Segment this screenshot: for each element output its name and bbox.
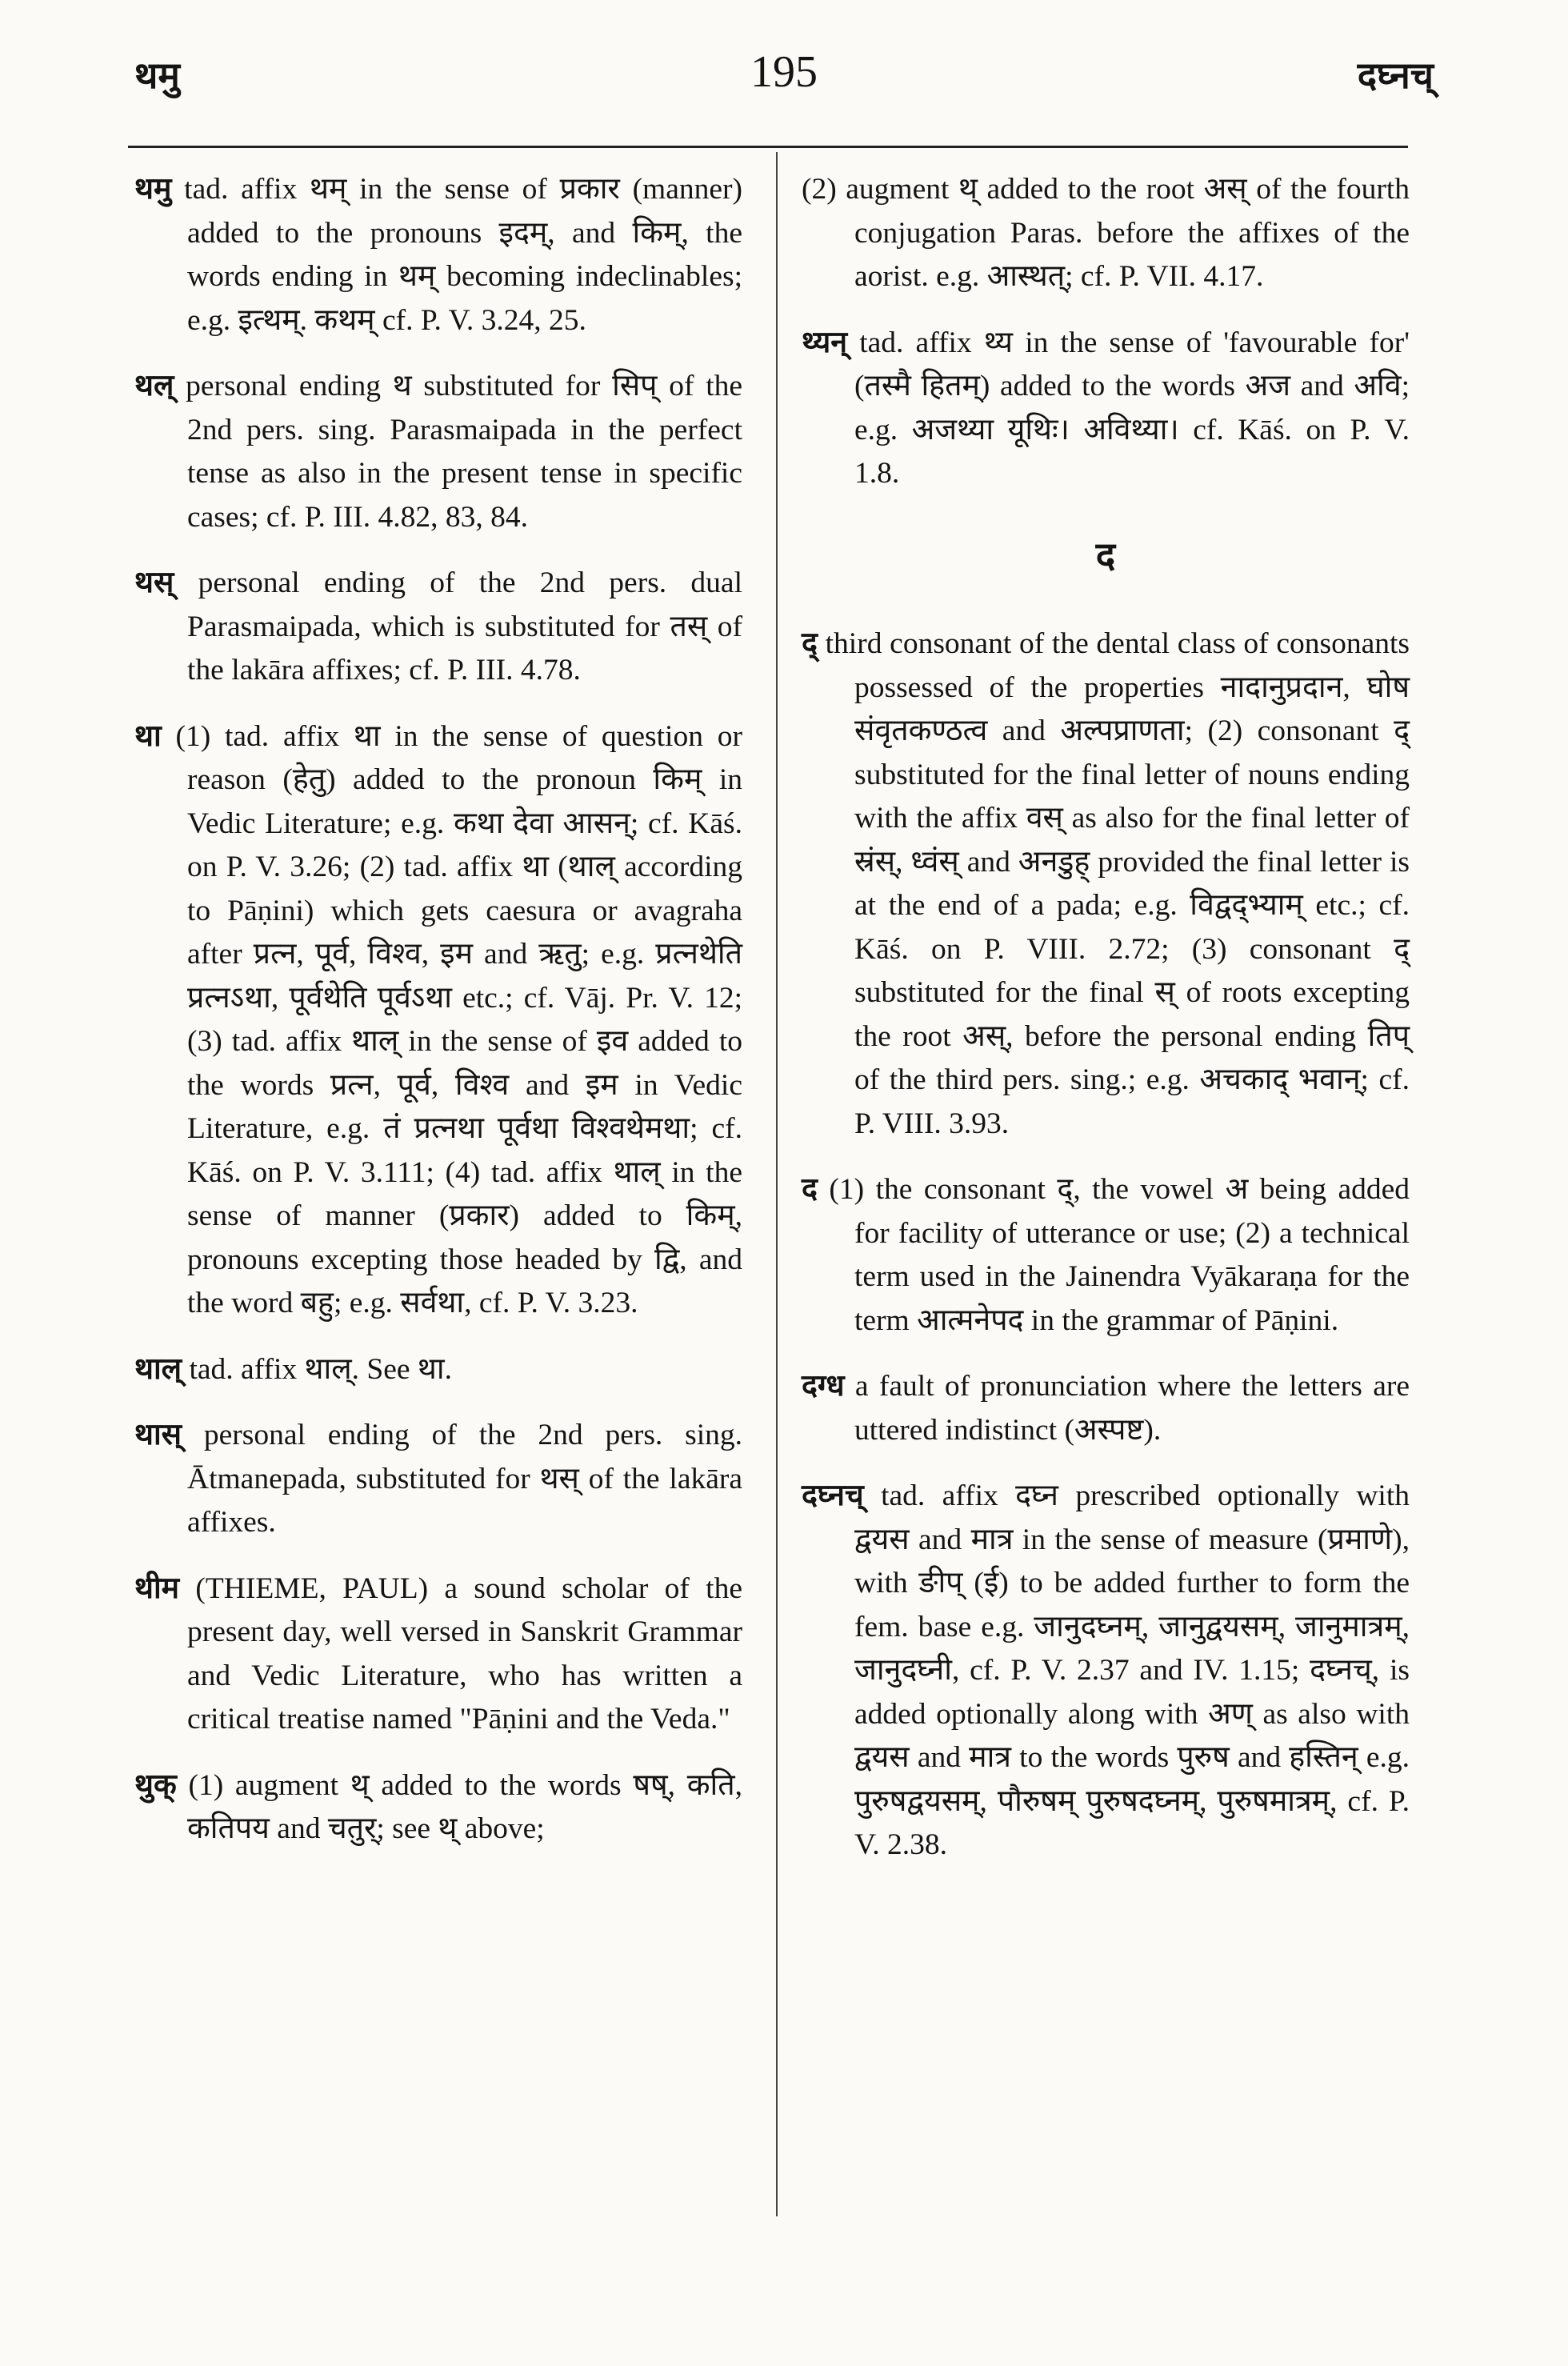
right-column: [802, 168, 1410, 1890]
page-number: 195: [750, 47, 818, 97]
entry-headword: थमु: [134, 173, 172, 206]
entry-text: tad. affix थम् in the sense of प्रकार (manner) added to the pronouns इदम्, and किम्, the words ending in थम् becoming indeclinables; e.g. इत्थम्. कथम् cf. P. V. 3.24, 25.: [184, 173, 742, 337]
dictionary-entry: [802, 1168, 1410, 1343]
dictionary-entry: [134, 1567, 742, 1742]
dictionary-entry: [134, 365, 742, 539]
entry-text: tad. affix थ्य in the sense of 'favourable for' (तस्मै हितम्) added to the words अज and अवि; e.g. अजथ्या यूथिः। अविथ्या। cf. Kāś. on P. V. 1.8.: [854, 326, 1410, 490]
entry-headword: था: [134, 719, 162, 753]
dictionary-entry-continued: [802, 168, 1410, 299]
entry-text: personal ending of the 2nd pers. sing. Ātmanepada, substituted for थस् of the lakāra affixes.: [187, 1419, 743, 1539]
entry-headword: थस्: [134, 566, 174, 599]
entry-text: (2) augment थ् added to the root अस् of the fourth conjugation Paras. before the affixes of the aorist. e.g. आस्थत्; cf. P. VII. 4.17.: [802, 173, 1410, 293]
entry-text: (1) tad. affix था in the sense of question or reason (हेतु) added to the pronoun किम् in Vedic Literature; e.g. कथा देवा आसन्; cf. Kāś. on P. V. 3.26; (2) tad. affix था (थाल् according to Pāṇini) which gets caesura or avagraha after प्रत्न, पूर्व, विश्व, इम and ऋतु; e.g. प्रत्नथेति प्रत्नऽथा, पूर्वथेति पूर्वऽथा etc.; cf. Vāj. Pr. V. 12; (3) tad. affix थाल् in the sense of इव added to the words प्रत्न, पूर्व, विश्व and इम in Vedic Literature, e.g. तं प्रत्नथा पूर्वथा विश्वथेमथा; cf. Kāś. on P. V. 3.111; (4) tad. affix थाल् in the sense of manner (प्रकार) added to किम्, pronouns excepting those headed by द्वि, and the word बहु; e.g. सर्वथा, cf. P. V. 3.23.: [175, 719, 743, 1319]
entry-text: a fault of pronunciation where the letters are uttered indistinct (अस्पष्ट).: [854, 1370, 1410, 1447]
column-divider: [776, 152, 778, 2216]
entry-headword: द्: [802, 627, 818, 660]
entry-text: tad. affix थाल्. See था.: [189, 1352, 452, 1386]
entry-headword: थुक्: [134, 1768, 177, 1802]
entry-headword: थाल्: [134, 1352, 182, 1386]
header-right-guideword: दघ्नच्: [1357, 55, 1434, 96]
dictionary-entry: [134, 168, 742, 342]
header-rule: [128, 146, 1408, 148]
entry-text: (1) the consonant द्, the vowel अ being added for facility of utterance or use; (2) a technical term used in the Jainendra Vyākaraṇa for the term आत्मनेपद in the grammar of Pāṇini.: [829, 1173, 1410, 1337]
entry-text: (THIEME, PAUL) a sound scholar of the present day, well versed in Sanskrit Grammar and Vedic Literature, who has written a critical treatise named "Pāṇini and the Veda.": [187, 1571, 742, 1735]
dictionary-entry: [802, 322, 1410, 496]
entry-headword: थल्: [134, 370, 174, 402]
dictionary-entry: [134, 1348, 742, 1392]
entry-headword: थीम: [134, 1571, 180, 1605]
section-letter: द: [1095, 534, 1116, 576]
entry-text: third consonant of the dental class of consonants possessed of the properties नादानुप्रदान, घोष संवृतकण्ठत्व and अल्पप्राणता; (2) consonant द् substituted for the final letter of nouns ending with the affix वस् as also for the final letter of स्रंस्, ध्वंस् and अनडुह् provided the final letter is at the end of a pada; e.g. विद्वद्भ्याम् etc.; cf. Kāś. on P. VIII. 2.72; (3) consonant द् substituted for the final स् of roots excepting the root अस्, before the personal ending तिप् of the third pers. sing.; e.g. अचकाद् भवान्; cf. P. VIII. 3.93.: [825, 627, 1410, 1140]
entry-headword: थास्: [134, 1419, 182, 1451]
header-left-guideword: थमु: [134, 55, 180, 96]
dictionary-entry: [802, 623, 1410, 1146]
dictionary-entry: [134, 715, 742, 1326]
entry-text: (1) augment थ् added to the words षष्, कति, कतिपय and चतुर्; see थ् above;: [187, 1768, 743, 1845]
entry-headword: दघ्नच्: [802, 1479, 864, 1512]
entry-headword: थ्यन्: [802, 326, 848, 359]
entry-headword: दग्ध: [802, 1370, 845, 1403]
dictionary-entry: [802, 1365, 1410, 1452]
entry-text: personal ending of the 2nd pers. dual Parasmaipada, which is substituted for तस् of the lakāra affixes; cf. P. III. 4.78.: [187, 566, 742, 687]
entry-headword: द: [802, 1173, 818, 1206]
dictionary-entry: [134, 1414, 742, 1545]
dictionary-entry: [134, 1764, 742, 1852]
entry-text: personal ending थ substituted for सिप् of the 2nd pers. sing. Parasmaipada in the perfect tense as also in the present tense in specific cases; cf. P. III. 4.82, 83, 84.: [186, 370, 743, 534]
dictionary-entry: [134, 562, 742, 693]
left-column: [134, 168, 742, 1874]
entry-text: tad. affix दघ्न prescribed optionally with द्वयस and मात्र in the sense of measure (प्रमाणे), with ङीप् (ई) to be added further to form the fem. base e.g. जानुदघ्नम्, जानुद्वयसम्, जानुमात्रम्, जानुदघ्नी, cf. P. V. 2.37 and IV. 1.15; दघ्नच्, is added optionally along with अण् as also with द्वयस and मात्र to the words पुरुष and हस्तिन् e.g. पुरुषद्वयसम्, पौरुषम् पुरुषदघ्नम्, पुरुषमात्रम्, cf. P. V. 2.38.: [854, 1479, 1410, 1861]
dictionary-entry: [802, 1475, 1410, 1868]
